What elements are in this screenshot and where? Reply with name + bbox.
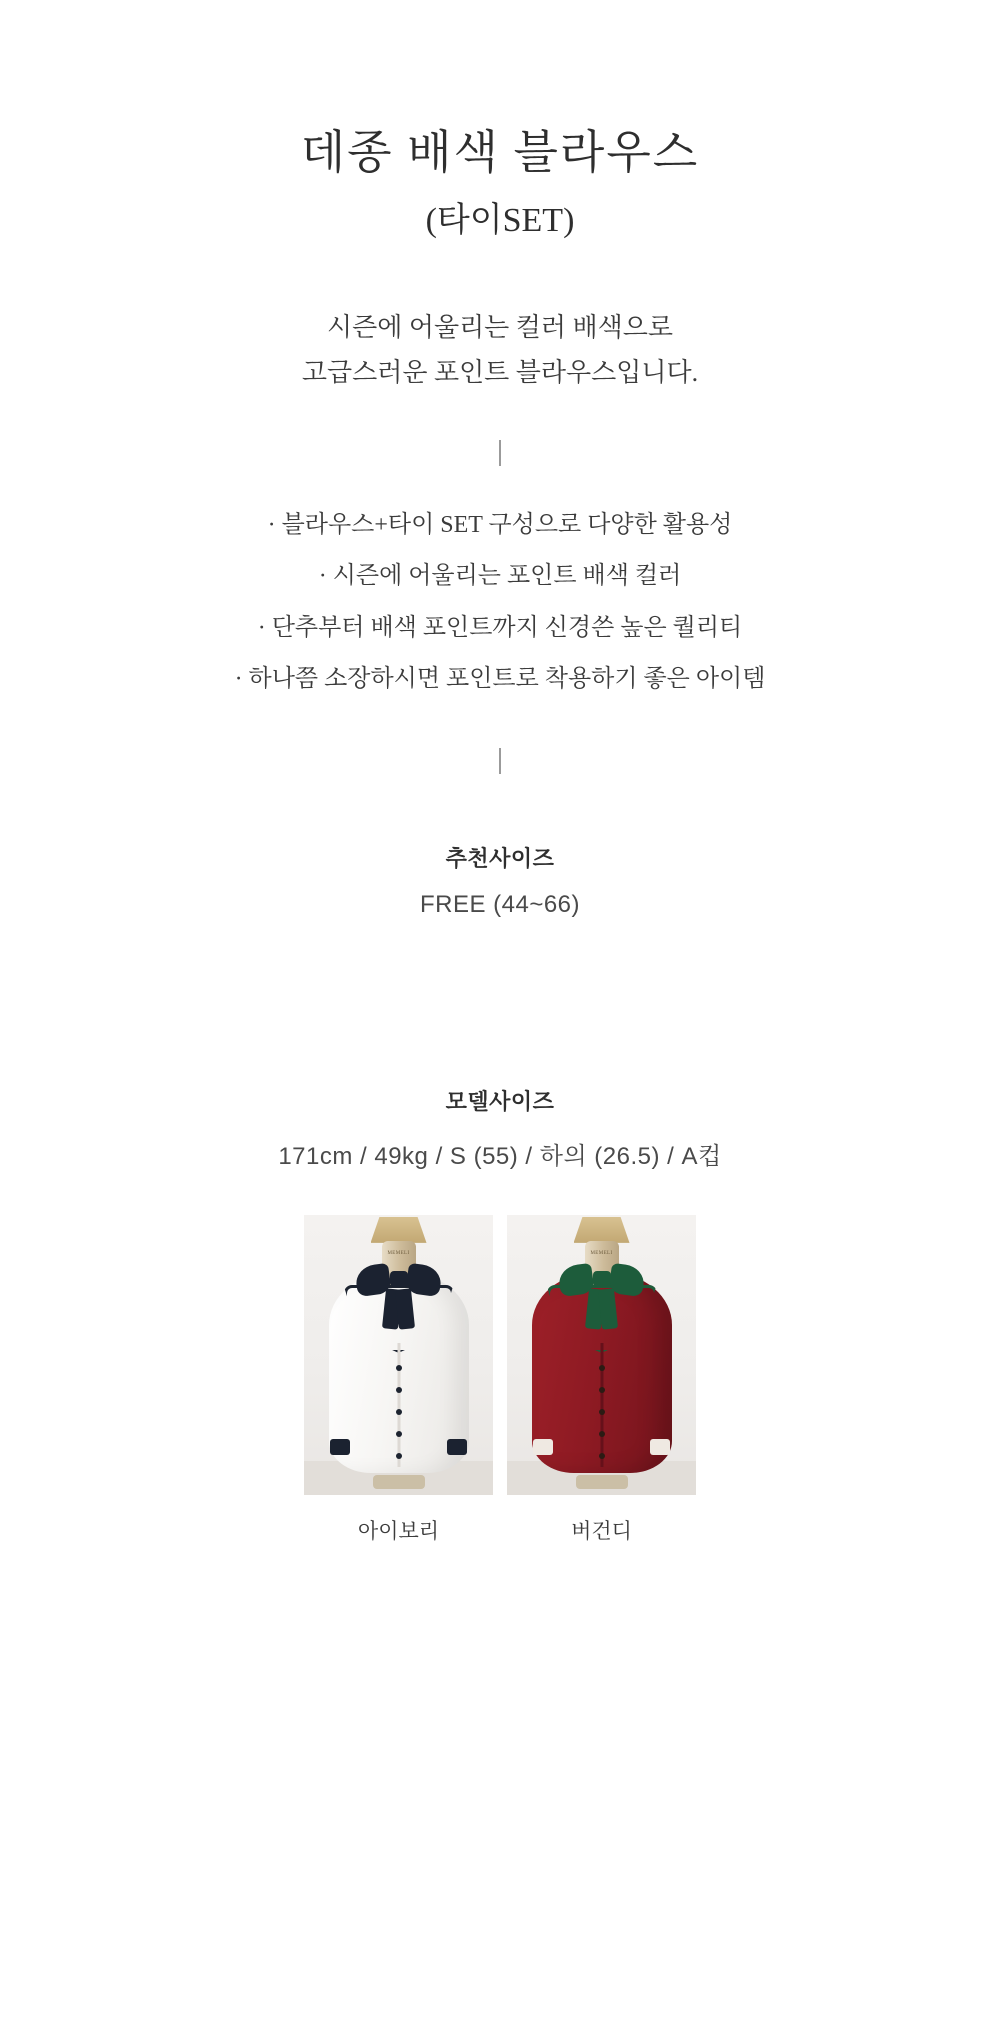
cuff-right	[447, 1439, 467, 1455]
product-subtitle: (타이SET)	[425, 201, 575, 239]
recommended-size-block	[420, 842, 580, 919]
button	[599, 1431, 605, 1437]
lamp-icon	[574, 1217, 630, 1243]
bow-knot	[390, 1271, 408, 1287]
product-title: 데종 배색 블라우스	[300, 127, 700, 178]
divider-top	[499, 440, 501, 466]
button	[599, 1453, 605, 1459]
title-block	[301, 124, 700, 241]
mannequin-stand	[576, 1475, 628, 1489]
cuff-left	[330, 1439, 350, 1455]
intro-line-2: 고급스러운 포인트 블라우스입니다.	[301, 358, 699, 387]
feature-item: · 블라우스+타이 SET 구성으로 다양한 활용성	[267, 511, 733, 538]
model-size-value: 171cm / 49kg / S (55) / 하의 (26.5) / A컵	[278, 1142, 722, 1170]
color-name-ivory: 아이보리	[357, 1519, 440, 1543]
feature-list	[235, 500, 766, 706]
button	[396, 1365, 402, 1371]
feature-item: · 단추부터 배색 포인트까지 신경쓴 높은 퀄리티	[257, 614, 743, 641]
intro-text	[302, 305, 698, 396]
feature-item: · 시즌에 어울리는 포인트 배색 컬러	[318, 563, 682, 590]
model-size-heading: 모델사이즈	[445, 1088, 555, 1114]
cuff-left	[533, 1439, 553, 1455]
button	[599, 1387, 605, 1393]
recommended-size-heading: 추천사이즈	[445, 845, 555, 871]
brand-label: MEMELI	[590, 1250, 613, 1256]
color-swatch-ivory[interactable]	[304, 1215, 493, 1545]
model-size-block	[278, 1085, 721, 1171]
button-placket	[600, 1343, 603, 1467]
cuff-right	[650, 1439, 670, 1455]
color-name-burgundy: 버건디	[571, 1519, 632, 1543]
color-swatch-list	[304, 1215, 696, 1545]
button	[396, 1453, 402, 1459]
mannequin-stand	[373, 1475, 425, 1489]
button	[599, 1365, 605, 1371]
color-swatch-burgundy[interactable]	[507, 1215, 696, 1545]
feature-item: · 하나쯤 소장하시면 포인트로 착용하기 좋은 아이템	[234, 666, 766, 693]
intro-line-1: 시즌에 어울리는 컬러 배색으로	[326, 312, 673, 342]
brand-label: MEMELI	[387, 1250, 410, 1256]
button	[396, 1431, 402, 1437]
recommended-size-value: FREE (44~66)	[419, 890, 581, 918]
divider-bottom	[499, 748, 501, 774]
product-photo-burgundy[interactable]	[507, 1215, 696, 1495]
button	[599, 1409, 605, 1415]
lamp-icon	[371, 1217, 427, 1243]
bow-knot	[593, 1271, 611, 1287]
product-photo-ivory[interactable]	[304, 1215, 493, 1495]
button	[396, 1387, 402, 1393]
button	[396, 1409, 402, 1415]
button-placket	[397, 1343, 400, 1467]
